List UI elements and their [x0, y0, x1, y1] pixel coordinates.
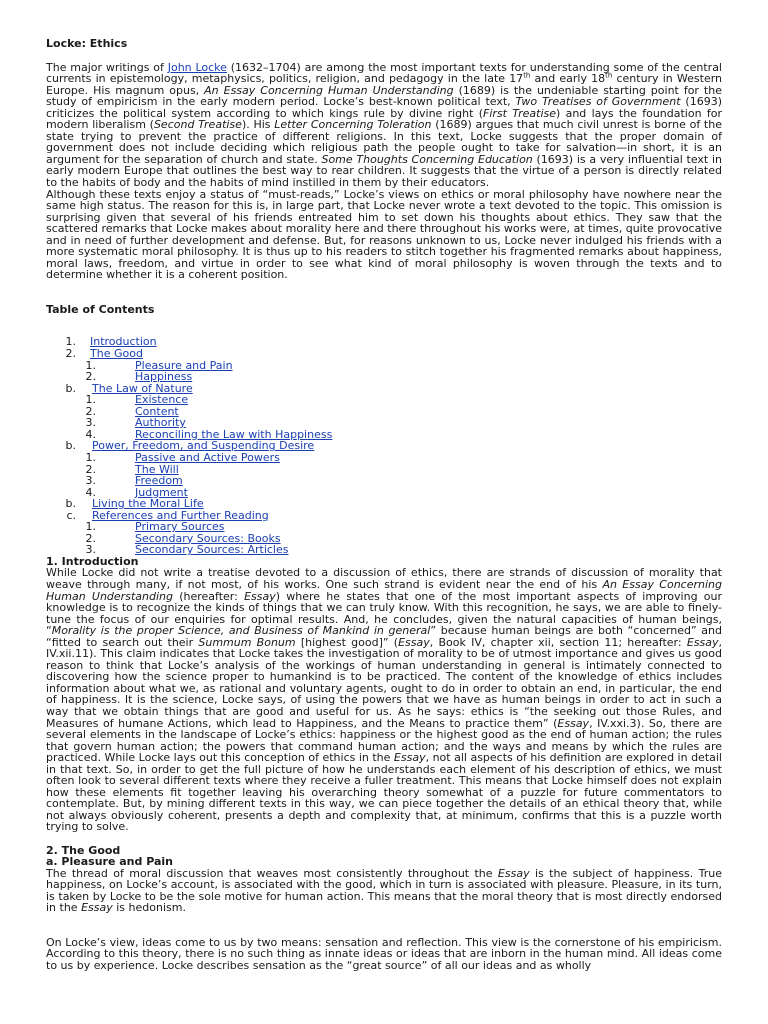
toc-item-passive-active: 1. Passive and Active Powers — [85, 450, 280, 464]
toc-link-law-of-nature[interactable]: The Law of Nature — [92, 381, 193, 395]
toc-item-existence: 1. Existence — [85, 393, 189, 407]
toc-link-authority[interactable]: Authority — [135, 416, 186, 430]
toc-item-power-freedom: b. Power, Freedom, and Suspending Desire — [65, 439, 315, 453]
toc-item-introduction: 1. Introduction — [65, 335, 157, 349]
toc-link-references[interactable]: References and Further Reading — [92, 508, 269, 522]
section-2a-heading: a. Pleasure and Pain — [46, 855, 173, 869]
toc-link-freedom[interactable]: Freedom — [135, 474, 183, 488]
toc-link-reconciling[interactable]: Reconciling the Law with Happiness — [135, 427, 333, 441]
toc-heading: Table of Contents — [46, 302, 155, 316]
toc-item-secondary-articles: 3. Secondary Sources: Articles — [85, 543, 289, 557]
section-2a-paragraph-2: On Locke’s view, ideas come to us by two means: sensation and reflection. This view is the cornerstone of his empiricism. According to this theory, there is no such thing as innate ideas or ideas that are inborn in the human mind. All ideas come to us by experience. Locke describes sensation as the “great source” of all our ideas and as wholly — [46, 935, 722, 973]
page-title: Locke: Ethics — [46, 37, 128, 50]
toc-link-power-freedom[interactable]: Power, Freedom, and Suspending Desire — [92, 439, 315, 453]
toc-item-primary-sources: 1. Primary Sources — [85, 520, 225, 534]
toc-link-the-will[interactable]: The Will — [135, 462, 179, 476]
toc-link-secondary-books[interactable]: Secondary Sources: Books — [135, 531, 281, 545]
toc-item-secondary-books: 2. Secondary Sources: Books — [85, 531, 281, 545]
toc-item-the-good: 2. The Good — [65, 347, 143, 361]
toc-item-the-will: 2. The Will — [85, 462, 179, 476]
intro-paragraph-1: The major writings of John Locke (1632–1704) are among the most important texts for understanding some of the central currents in epistemology, metaphysics, politics, religion, and pedagogy in the late 17th and early 18th century in Western Europe. His magnum opus, An Essay Concerning Human Understanding (1689) is the undeniable starting point for the study of empiricism in the early modern period. Locke’s best-known political text, Two Treatises of Government (1693) criticizes the political system according to which kings rule by divine right (First Treatise) and lays the foundation for modern liberalism (Second Treatise). His Letter Concerning Toleration (1689) argues that much civil unrest is borne of the state trying to prevent the practice of different religions. In this text, Locke suggests that the proper domain of government does not include deciding which religious path the people ought to take for salvation—in short, it is an argument for the separation of church and state. Some Thoughts Concerning Education (1693) is a very influential text in early modern Europe that outlines the best way to rear children. It suggests that the virtue of a person is directly related to the habits of body and the habits of mind instilled in them by their educators. — [46, 60, 723, 190]
toc-item-authority: 3. Authority — [85, 416, 186, 430]
toc-link-existence[interactable]: Existence — [135, 393, 189, 407]
toc-link-secondary-articles[interactable]: Secondary Sources: Articles — [135, 543, 289, 557]
toc-item-content: 2. Content — [85, 404, 179, 418]
toc-item-living-moral-life: b. Living the Moral Life — [65, 497, 204, 511]
intro-paragraph-2: Although these texts enjoy a status of “must-reads,” Locke’s views on ethics or moral philosophy have nowhere near the same high status. The reason for this is, in large part, that Locke never wrote a text devoted to the topic. This omission is surprising given that several of his friends entreated him to set down his thoughts about ethics. They saw that the scattered remarks that Locke makes about morality here and there throughout his works were, at times, quite provocative and in need of further development and defense. But, for reasons unknown to us, Locke never indulged his friends with a more systematic moral philosophy. It is thus up to his readers to stitch together his fragmented remarks about happiness, moral laws, freedom, and virtue in order to see what kind of moral philosophy is woven through the texts and to determine whether it is a coherent position. — [46, 187, 722, 282]
toc-link-happiness[interactable]: Happiness — [135, 370, 193, 384]
toc-item-judgment: 4. Judgment — [85, 485, 188, 499]
toc-item-law-of-nature: b. The Law of Nature — [65, 381, 193, 395]
section-2-heading: 2. The Good — [46, 843, 121, 857]
toc-item-pleasure-and-pain: 1. Pleasure and Pain — [85, 358, 233, 372]
john-locke-link[interactable]: John Locke — [167, 60, 227, 74]
toc-link-introduction[interactable]: Introduction — [90, 335, 157, 349]
toc-link-primary-sources[interactable]: Primary Sources — [135, 520, 225, 534]
intro-section — [46, 62, 722, 281]
toc-link-the-good[interactable]: The Good — [90, 347, 143, 361]
section-1-paragraph: While Locke did not write a treatise devoted to a discussion of ethics, there are strands of discussion of morality that weave through many, if not most, of his works. One such strand is evident near the end of his An Essay Concerning Human Understanding (hereafter: Essay) where he states that one of the most important aspects of improving our knowledge is to recognize the kinds of things that we can truly know. With this recognition, he says, we are able to finely-tune the focus of our enquiries for optimal results. And, he concludes, given the natural capacities of human beings, “Morality is the proper Science, and Business of Mankind in general” because human beings are both “concerned” and “fitted to search out their Summum Bonum [highest good]” (Essay, Book IV, chapter xii, section 11; hereafter: Essay, IV.xii.11). This claim indicates that Locke takes the investigation of morality to be of utmost importance and gives us good reason to think that Locke’s analysis of the workings of human understanding in general is intimately connected to discovering how the science proper to humankind is to be practiced. The content of the knowledge of ethics includes information about what we, as rational and voluntary agents, ought to do in order to obtain an end, in particular, the end of happiness. It is the science, Locke says, of using the powers that we have as human beings in order to act in such a way that we obtain things that are good and useful for us. As he says: ethics is “the seeking out those Rules, and Measures of humane Actions, which lead to Happiness, and the Means to practice them” (Essay, IV.xxi.3). So, there are several elements in the landscape of Locke’s ethics: happiness or the highest good as the end of human action; the rules that govern human action; the powers that command human action; and the ways and means by which the rules are practiced. While Locke lays out this conception of ethics in the Essay, not all aspects of his definition are explored in detail in that text. So, in order to get the full picture of how he understands each element of his description of ethics, we must often look to several different texts where they receive a fuller treatment. This means that Locke himself does not explain how these elements fit together leaving his overarching theory somewhat of a puzzle for future commentators to contemplate. But, by mining different texts in this way, we can piece together the details of an ethical theory that, while not always obviously coherent, presents a depth and complexity that, at minimum, confirms that this is a puzzle worth trying to solve. — [46, 566, 723, 834]
toc-item-references: c. References and Further Reading — [66, 508, 269, 522]
toc-item-freedom: 3. Freedom — [85, 474, 183, 488]
toc-link-passive-active[interactable]: Passive and Active Powers — [135, 450, 280, 464]
toc-link-living-moral-life[interactable]: Living the Moral Life — [92, 497, 204, 511]
toc-link-pleasure-and-pain[interactable]: Pleasure and Pain — [135, 358, 233, 372]
section-2a-paragraph-1: The thread of moral discussion that weaves most consistently throughout the Essay is the subject of happiness. True happiness, on Locke’s account, is associated with the good, which in turn is associated with pleasure. Pleasure, in its turn, is taken by Locke to be the sole motive for human action. This means that the moral theory that is most directly endorsed in the Essay is hedonism. — [46, 866, 722, 915]
toc-item-happiness: 2. Happiness — [85, 370, 193, 384]
table-of-contents — [46, 336, 722, 555]
toc-link-content[interactable]: Content — [135, 404, 179, 418]
toc-link-judgment[interactable]: Judgment — [135, 485, 188, 499]
toc-item-reconciling: 4. Reconciling the Law with Happiness — [85, 427, 333, 441]
section-1-heading: 1. Introduction — [46, 554, 139, 568]
